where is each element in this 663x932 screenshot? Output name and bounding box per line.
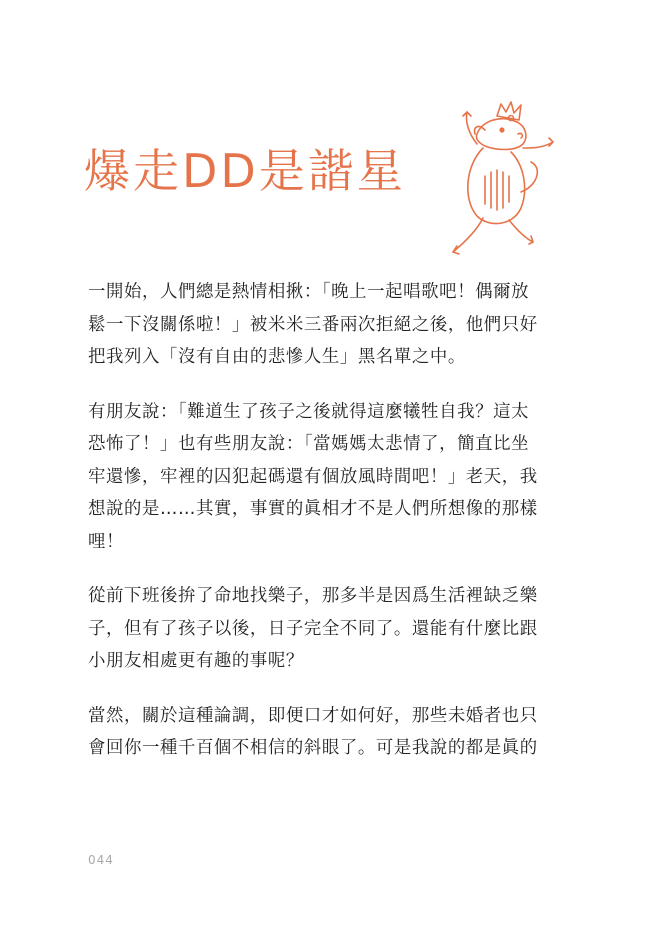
text-line: 把我列入「沒有自由的悲慘人生」黑名單之中。 [88, 347, 466, 367]
text-line: 子，但有了孩子以後，日子完全不同了。還能有什麼比跟 [88, 618, 538, 639]
crowned-mouse-illustration-icon [425, 96, 565, 261]
paragraph [88, 700, 578, 765]
page-number: 044 [88, 853, 114, 867]
text-line: 鬆一下沒關係啦！」被米米三番兩次拒絕之後，他們只好 [88, 314, 538, 335]
text-line: 有朋友說：「難道生了孩子之後就得這麼犧牲自我？這太 [88, 401, 530, 422]
text-line: 從前下班後拚了命地找樂子，那多半是因爲生活裡缺乏樂 [88, 586, 538, 606]
text-line: 會回你一種千百個不相信的斜眼了。可是我說的都是眞的 [88, 738, 538, 758]
text-line: 當然，關於這種論調，即便口才如何好，那些未婚者也只 [88, 705, 538, 726]
paragraph [88, 580, 578, 678]
paragraph [88, 276, 578, 374]
paragraph [88, 396, 578, 559]
text-line: 恐怖了！」也有些朋友說：「當媽媽太悲情了，簡直比坐 [88, 434, 530, 454]
text-line: 小朋友相處更有趣的事呢？ [88, 651, 304, 671]
chapter-title: 爆走DD是諧星 [84, 144, 406, 198]
body-text [88, 276, 578, 787]
text-line: 牢還慘，牢裡的囚犯起碼還有個放風時間吧！」老天，我 [88, 466, 538, 487]
text-line: 想說的是……其實，事實的眞相才不是人們所想像的那樣 [88, 499, 538, 519]
text-line: 哩！ [88, 531, 124, 552]
text-line: 一開始，人們總是熱情相揪：「晚上一起唱歌吧！偶爾放 [88, 282, 530, 302]
